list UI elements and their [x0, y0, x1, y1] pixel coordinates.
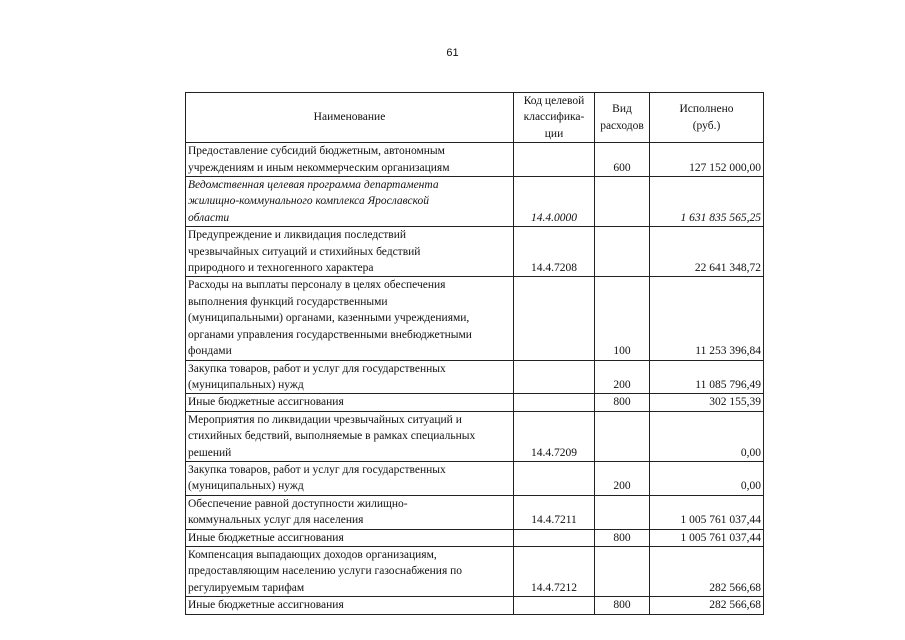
name-line: органами управления государственными внебюджетными: [188, 328, 472, 341]
row-code: [514, 394, 595, 411]
name-line: (муниципальными) органами, казенными учреждениями,: [188, 312, 470, 325]
row-amount: 11 085 796,49: [650, 360, 764, 394]
table-row: [186, 411, 764, 461]
row-kind: 100: [595, 277, 650, 360]
row-amount: 1 005 761 037,44: [650, 529, 764, 546]
row-kind: 800: [595, 394, 650, 411]
name-line: Закупка товаров, работ и услуг для государственных: [188, 463, 446, 476]
row-code: 14.4.7211: [514, 495, 595, 529]
row-name: [186, 277, 514, 360]
row-kind: 800: [595, 529, 650, 546]
table-row: [186, 495, 764, 529]
row-amount: 282 566,68: [650, 597, 764, 614]
name-line: стихийных бедствий, выполняемые в рамках специальных: [188, 430, 476, 443]
name-line: чрезвычайных ситуаций и стихийных бедствий: [188, 245, 421, 258]
row-amount: 0,00: [650, 461, 764, 495]
name-line: природного и техногенного характера: [188, 262, 374, 275]
header-amount-line: (руб.): [692, 119, 721, 132]
header-code-line: классифика-: [523, 111, 585, 124]
table-row: [186, 143, 764, 177]
name-line: регулируемым тарифам: [188, 581, 305, 594]
row-kind: 800: [595, 597, 650, 614]
row-code: [514, 597, 595, 614]
row-amount: 1 005 761 037,44: [650, 495, 764, 529]
name-line: коммунальных услуг для населения: [188, 514, 364, 527]
row-kind: 200: [595, 461, 650, 495]
row-code: 14.4.7208: [514, 227, 595, 277]
table-row: [186, 227, 764, 277]
header-amount-line: Исполнено: [679, 103, 734, 116]
row-amount: 1 631 835 565,25: [650, 177, 764, 227]
header-code-line: Код целевой: [523, 95, 585, 107]
name-line: решений: [188, 446, 232, 459]
row-kind: 600: [595, 143, 650, 177]
row-code: [514, 143, 595, 177]
name-line: фондами: [188, 345, 232, 358]
header-kind: [595, 93, 650, 143]
name-line: Мероприятия по ликвидации чрезвычайных ситуаций и: [188, 413, 462, 426]
row-amount: 127 152 000,00: [650, 143, 764, 177]
name-line: Закупка товаров, работ и услуг для государственных: [188, 362, 446, 375]
row-name: [186, 495, 514, 529]
table-row: [186, 529, 764, 546]
table-row: [186, 546, 764, 596]
name-line: учреждениям и иным некоммерческим организациям: [188, 161, 450, 174]
header-code-line: ции: [544, 127, 564, 140]
row-code: [514, 277, 595, 360]
row-name: [186, 411, 514, 461]
row-name: [186, 529, 514, 546]
header-kind-line: Вид: [612, 103, 632, 116]
table-row: [186, 394, 764, 411]
name-line: Обеспечение равной доступности жилищно-: [188, 497, 408, 510]
header-code: [514, 93, 595, 143]
row-code: [514, 461, 595, 495]
row-kind: [595, 546, 650, 596]
row-name: [186, 360, 514, 394]
name-line: Расходы на выплаты персоналу в целях обеспечения: [188, 279, 446, 292]
row-code: 14.4.0000: [514, 177, 595, 227]
name-line: области: [188, 211, 230, 224]
row-name: [186, 143, 514, 177]
name-line: (муниципальных) нужд: [188, 480, 304, 493]
name-line: предоставляющим населению услуги газоснабжения по: [188, 565, 463, 578]
row-amount: 302 155,39: [650, 394, 764, 411]
table-row: [186, 597, 764, 614]
table-row: [186, 461, 764, 495]
row-kind: [595, 495, 650, 529]
name-line: Предоставление субсидий бюджетным, автономным: [188, 145, 445, 158]
name-line: (муниципальных) нужд: [188, 378, 304, 391]
row-code: 14.4.7212: [514, 546, 595, 596]
row-kind: [595, 177, 650, 227]
header-name-label: Наименование: [313, 111, 386, 124]
row-name: [186, 597, 514, 614]
row-amount: 0,00: [650, 411, 764, 461]
name-line: жилищно-коммунального комплекса Ярославской: [188, 195, 430, 208]
name-line: Компенсация выпадающих доходов организациям,: [188, 548, 437, 561]
row-amount: 282 566,68: [650, 546, 764, 596]
row-name: [186, 177, 514, 227]
row-kind: [595, 411, 650, 461]
table-row: [186, 177, 764, 227]
row-code: 14.4.7209: [514, 411, 595, 461]
table-header-row: [186, 93, 764, 143]
name-line: Ведомственная целевая программа департамента: [188, 179, 439, 192]
row-code: [514, 529, 595, 546]
row-kind: [595, 227, 650, 277]
name-line: Иные бюджетные ассигнования: [188, 531, 344, 544]
row-kind: 200: [595, 360, 650, 394]
name-line: выполнения функций государственными: [188, 295, 388, 308]
table-row: [186, 360, 764, 394]
row-name: [186, 546, 514, 596]
name-line: Предупреждение и ликвидация последствий: [188, 229, 407, 242]
row-name: [186, 394, 514, 411]
page-number: 61: [446, 47, 459, 59]
row-amount: 11 253 396,84: [650, 277, 764, 360]
row-amount: 22 641 348,72: [650, 227, 764, 277]
header-name: [186, 93, 514, 143]
header-kind-line: расходов: [600, 119, 644, 132]
row-code: [514, 360, 595, 394]
row-name: [186, 227, 514, 277]
name-line: Иные бюджетные ассигнования: [188, 599, 344, 612]
row-name: [186, 461, 514, 495]
name-line: Иные бюджетные ассигнования: [188, 396, 344, 409]
budget-table: [185, 92, 764, 615]
table-row: [186, 277, 764, 360]
header-amount: [650, 93, 764, 143]
